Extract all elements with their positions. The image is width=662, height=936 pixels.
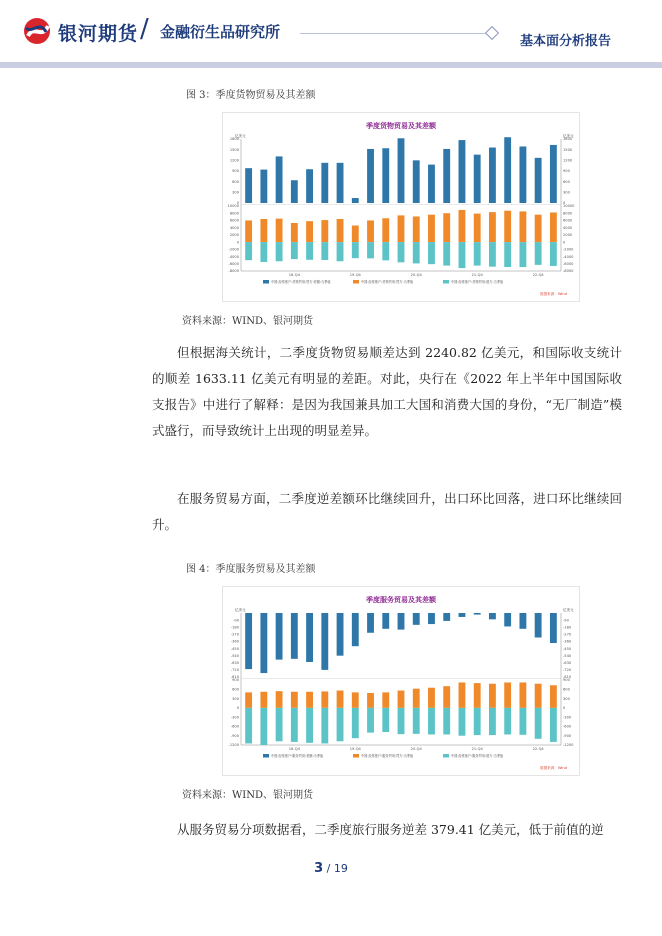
legend-label: 中国:经常账户:服务贸易:贷方:当季值: [361, 754, 414, 758]
y-tick-label: -300: [563, 715, 572, 720]
import-bar: [352, 708, 359, 738]
balance-bar: [367, 613, 374, 633]
y-tick-label: 0: [563, 201, 566, 206]
y-tick-label: -300: [230, 715, 239, 720]
y-tick-label: -540: [230, 653, 239, 658]
import-bar: [459, 708, 466, 736]
export-bar: [382, 692, 389, 707]
import-bar: [504, 708, 511, 735]
y-tick-label: -630: [563, 660, 572, 665]
y-tick-label: -450: [230, 646, 239, 651]
export-bar: [367, 693, 374, 708]
diamond-icon: [485, 26, 499, 40]
figure-3-source: 资料来源：WIND、银河期货: [182, 316, 313, 327]
export-bar: [276, 219, 283, 242]
export-bar: [352, 692, 359, 707]
page-separator: /: [326, 862, 331, 875]
export-bar: [382, 218, 389, 242]
y-tick-label: 6000: [563, 218, 573, 223]
y-tick-label: 600: [232, 179, 239, 184]
import-bar: [428, 242, 435, 264]
balance-bar: [306, 613, 313, 662]
x-tick-label: 22-Q4: [532, 747, 544, 751]
export-bar: [519, 682, 526, 707]
export-bar: [260, 219, 267, 242]
y-tick-label: -600: [563, 724, 572, 729]
export-bar: [413, 689, 420, 708]
x-tick-label: 22-Q4: [532, 273, 544, 277]
legend-label: 中国:经常账户:货物贸易:贷方:当季值: [361, 280, 414, 284]
import-bar: [550, 242, 557, 266]
import-bar: [459, 242, 466, 268]
figure-4-chart: [222, 586, 580, 776]
legend-swatch: [353, 280, 359, 284]
y-tick-label: 600: [563, 179, 570, 184]
balance-bar: [474, 613, 481, 615]
import-bar: [352, 242, 359, 258]
import-bar: [398, 242, 405, 262]
balance-bar: [474, 155, 481, 203]
galaxy-logo-icon: [22, 16, 52, 46]
import-bar: [260, 242, 267, 262]
import-bar: [474, 708, 481, 735]
page-header: [0, 0, 662, 66]
import-bar: [443, 242, 450, 265]
x-tick-label: 21-Q4: [471, 273, 483, 277]
y-tick-label: -270: [563, 632, 572, 637]
y-axis-unit-right: 亿美元: [563, 134, 574, 138]
balance-bar: [535, 613, 542, 637]
y-tick-label: 1800: [563, 137, 573, 142]
import-bar: [535, 708, 542, 739]
import-bar: [337, 242, 344, 261]
import-bar: [306, 242, 313, 260]
y-tick-label: 900: [563, 169, 570, 174]
y-tick-label: -6000: [228, 261, 239, 266]
x-tick-label: 21-Q4: [471, 747, 483, 751]
y-tick-label: -720: [230, 668, 239, 673]
y-tick-label: 2000: [563, 233, 573, 238]
y-tick-label: 6000: [229, 218, 239, 223]
y-tick-label: -900: [230, 733, 239, 738]
y-tick-label: -2000: [563, 247, 574, 252]
balance-bar: [489, 613, 496, 619]
balance-bar: [291, 613, 298, 659]
balance-bar: [245, 613, 252, 669]
export-bar: [535, 684, 542, 708]
y-tick-label: 10000: [227, 204, 239, 209]
balance-bar: [245, 168, 252, 203]
y-tick-label: 600: [563, 687, 570, 692]
balance-bar: [519, 146, 526, 203]
y-tick-label: 300: [563, 190, 570, 195]
export-bar: [443, 686, 450, 708]
y-tick-label: -270: [230, 632, 239, 637]
y-tick-label: 0: [236, 706, 239, 711]
y-axis-unit-left: 亿美元: [235, 134, 246, 138]
legend-swatch: [263, 754, 269, 758]
y-tick-label: 2000: [229, 233, 239, 238]
y-tick-label: 1200: [229, 158, 239, 163]
export-bar: [474, 683, 481, 708]
chart-title: 季度服务贸易及其差额: [366, 596, 436, 604]
y-axis-unit-right: 亿美元: [563, 608, 574, 612]
y-tick-label: 600: [232, 687, 239, 692]
y-tick-label: 0: [563, 240, 566, 245]
y-tick-label: -1200: [563, 743, 574, 748]
figure-3-chart: [222, 112, 580, 302]
chart-source-note: 数据来源：Wind: [539, 766, 567, 770]
y-tick-label: 900: [232, 678, 239, 683]
x-tick-label: 19-Q4: [349, 747, 361, 751]
import-bar: [367, 708, 374, 733]
y-tick-label: 4000: [229, 225, 239, 230]
balance-bar: [260, 613, 267, 673]
y-tick-label: -540: [563, 653, 572, 658]
balance-bar: [535, 158, 542, 203]
x-tick-label: 20-Q4: [410, 273, 422, 277]
header-rule: [300, 33, 488, 34]
brand-name: 银河期货: [58, 23, 139, 45]
balance-bar: [489, 148, 496, 203]
x-tick-label: 18-Q4: [288, 273, 300, 277]
balance-bar: [352, 198, 359, 203]
y-tick-label: 8000: [563, 211, 573, 216]
balance-bar: [459, 613, 466, 617]
import-bar: [260, 708, 267, 745]
import-bar: [443, 708, 450, 735]
import-bar: [245, 708, 252, 744]
import-bar: [504, 242, 511, 267]
institute-name: 金融衍生品研究所: [160, 23, 281, 41]
y-tick-label: -360: [230, 639, 239, 644]
y-tick-label: -450: [563, 646, 572, 651]
balance-bar: [367, 149, 374, 203]
y-tick-label: -4000: [228, 254, 239, 259]
header-divider: /: [140, 14, 149, 44]
balance-bar: [321, 163, 328, 203]
balance-bar: [321, 613, 328, 670]
chart-title: 季度货物贸易及其差额: [366, 122, 436, 130]
balance-bar: [443, 149, 450, 203]
y-tick-label: 300: [563, 696, 570, 701]
export-bar: [459, 210, 466, 242]
balance-bar: [276, 156, 283, 203]
import-bar: [413, 242, 420, 263]
y-tick-label: -900: [563, 733, 572, 738]
legend-swatch: [263, 280, 269, 284]
export-bar: [489, 684, 496, 708]
y-tick-label: -180: [563, 625, 572, 630]
y-tick-label: 1500: [229, 147, 239, 152]
y-tick-label: -720: [563, 668, 572, 673]
balance-bar: [382, 148, 389, 203]
import-bar: [245, 242, 252, 260]
import-bar: [337, 708, 344, 741]
y-axis-unit-left: 亿美元: [235, 608, 246, 612]
y-tick-label: -600: [230, 724, 239, 729]
export-bar: [428, 688, 435, 708]
y-tick-label: -630: [230, 660, 239, 665]
paragraph-1: 但根据海关统计，二季度货物贸易顺差达到 2240.82 亿美元，和国际收支统计的顺差 1633.11 亿美元有明显的差距。对此，央行在《2022 年上半年中国国际收支报告》中进行了解释：是因为我国兼具加工大国和消费大国的身份，“无厂制造”模式盛行，而导致统计上出现的明显差异。: [152, 345, 622, 438]
services-trade-chart: [223, 587, 579, 775]
legend-label: 中国:经常账户:服务贸易:差额:当季值: [271, 754, 324, 758]
export-bar: [260, 692, 267, 708]
import-bar: [519, 708, 526, 735]
import-bar: [428, 708, 435, 735]
y-tick-label: 300: [232, 190, 239, 195]
chart-source-note: 数据来源：Wind: [539, 292, 567, 296]
export-bar: [413, 216, 420, 242]
figure-3-caption: 图 3：季度货物贸易及其差额: [186, 90, 316, 101]
balance-bar: [306, 169, 313, 203]
y-tick-label: -8000: [228, 269, 239, 274]
y-tick-label: -810: [230, 675, 239, 680]
y-tick-label: -1200: [228, 743, 239, 748]
balance-bar: [337, 613, 344, 656]
balance-bar: [352, 613, 359, 646]
legend-swatch: [353, 754, 359, 758]
legend-label: 中国:经常账户:服务贸易:借方:当季值: [451, 754, 504, 758]
legend-label: 中国:经常账户:货物贸易:贷方:差额:当季值: [271, 280, 331, 284]
page-number: [0, 861, 662, 876]
legend-swatch: [443, 280, 449, 284]
figure-4-source: 资料来源：WIND、银河期货: [182, 790, 313, 801]
y-tick-label: 900: [563, 678, 570, 683]
import-bar: [474, 242, 481, 265]
export-bar: [504, 211, 511, 242]
report-type: 基本面分析报告: [520, 34, 612, 49]
export-bar: [352, 226, 359, 243]
balance-bar: [413, 613, 420, 625]
y-tick-label: 1200: [563, 158, 573, 163]
balance-bar: [337, 163, 344, 203]
export-bar: [245, 692, 252, 707]
y-tick-label: -810: [563, 675, 572, 680]
export-bar: [337, 691, 344, 708]
balance-bar: [459, 140, 466, 203]
balance-bar: [291, 180, 298, 203]
export-bar: [443, 213, 450, 242]
balance-bar: [398, 138, 405, 203]
export-bar: [428, 215, 435, 242]
x-tick-label: 19-Q4: [349, 273, 361, 277]
import-bar: [489, 242, 496, 267]
import-bar: [489, 708, 496, 735]
import-bar: [291, 708, 298, 742]
export-bar: [321, 691, 328, 707]
export-bar: [367, 220, 374, 242]
page-total: 19: [333, 862, 348, 875]
balance-bar: [428, 165, 435, 203]
export-bar: [474, 214, 481, 243]
goods-trade-chart: [223, 113, 579, 301]
import-bar: [306, 708, 313, 743]
import-bar: [321, 242, 328, 260]
export-bar: [519, 211, 526, 242]
legend-label: 中国:经常账户:货物贸易:借方:当季值: [451, 280, 504, 284]
y-tick-label: 1800: [229, 137, 239, 142]
page-current: 3: [314, 861, 324, 876]
y-tick-label: 0: [563, 706, 566, 711]
export-bar: [550, 213, 557, 243]
import-bar: [276, 708, 283, 741]
import-bar: [398, 708, 405, 734]
balance-bar: [550, 613, 557, 643]
y-tick-label: -360: [563, 639, 572, 644]
y-tick-label: -6000: [563, 261, 574, 266]
y-tick-label: -2000: [228, 247, 239, 252]
import-bar: [382, 242, 389, 260]
import-bar: [382, 708, 389, 732]
figure-4-caption: 图 4：季度服务贸易及其差额: [186, 564, 316, 575]
y-tick-label: -8000: [563, 269, 574, 274]
export-bar: [306, 692, 313, 708]
export-bar: [276, 691, 283, 708]
export-bar: [535, 215, 542, 242]
legend-swatch: [443, 754, 449, 758]
y-tick-label: 10000: [563, 204, 575, 209]
y-tick-label: 0: [236, 240, 239, 245]
export-bar: [291, 223, 298, 242]
paragraph-3: 从服务贸易分项数据看，二季度旅行服务逆差 379.41 亿美元，低于前值的逆: [177, 822, 604, 837]
balance-bar: [550, 145, 557, 203]
paragraph-2: 在服务贸易方面，二季度逆差额环比继续回升，出口环比回落，进口环比继续回升。: [152, 491, 622, 532]
export-bar: [459, 682, 466, 707]
x-tick-label: 20-Q4: [410, 747, 422, 751]
x-tick-label: 18-Q4: [288, 747, 300, 751]
balance-bar: [443, 613, 450, 621]
export-bar: [398, 215, 405, 242]
export-bar: [489, 212, 496, 242]
export-bar: [504, 682, 511, 707]
y-tick-label: -90: [563, 618, 569, 623]
import-bar: [321, 708, 328, 744]
export-bar: [550, 685, 557, 708]
balance-bar: [260, 170, 267, 203]
y-tick-label: 1500: [563, 147, 573, 152]
import-bar: [550, 708, 557, 742]
y-tick-label: -4000: [563, 254, 574, 259]
header-band: [0, 62, 662, 68]
y-tick-label: -90: [233, 618, 239, 623]
export-bar: [321, 220, 328, 242]
balance-bar: [504, 613, 511, 626]
balance-bar: [276, 613, 283, 660]
export-bar: [306, 221, 313, 242]
y-tick-label: 8000: [229, 211, 239, 216]
import-bar: [276, 242, 283, 261]
import-bar: [535, 242, 542, 265]
y-tick-label: 900: [232, 169, 239, 174]
import-bar: [291, 242, 298, 259]
y-tick-label: -180: [230, 625, 239, 630]
import-bar: [367, 242, 374, 258]
export-bar: [245, 220, 252, 242]
export-bar: [398, 691, 405, 708]
y-tick-label: 0: [236, 201, 239, 206]
import-bar: [413, 708, 420, 734]
export-bar: [291, 692, 298, 708]
y-tick-label: 4000: [563, 225, 573, 230]
balance-bar: [428, 613, 435, 624]
balance-bar: [504, 137, 511, 203]
balance-bar: [519, 613, 526, 629]
balance-bar: [382, 613, 389, 629]
balance-bar: [398, 613, 405, 630]
export-bar: [337, 219, 344, 242]
import-bar: [519, 242, 526, 267]
y-tick-label: 300: [232, 696, 239, 701]
balance-bar: [413, 160, 420, 203]
